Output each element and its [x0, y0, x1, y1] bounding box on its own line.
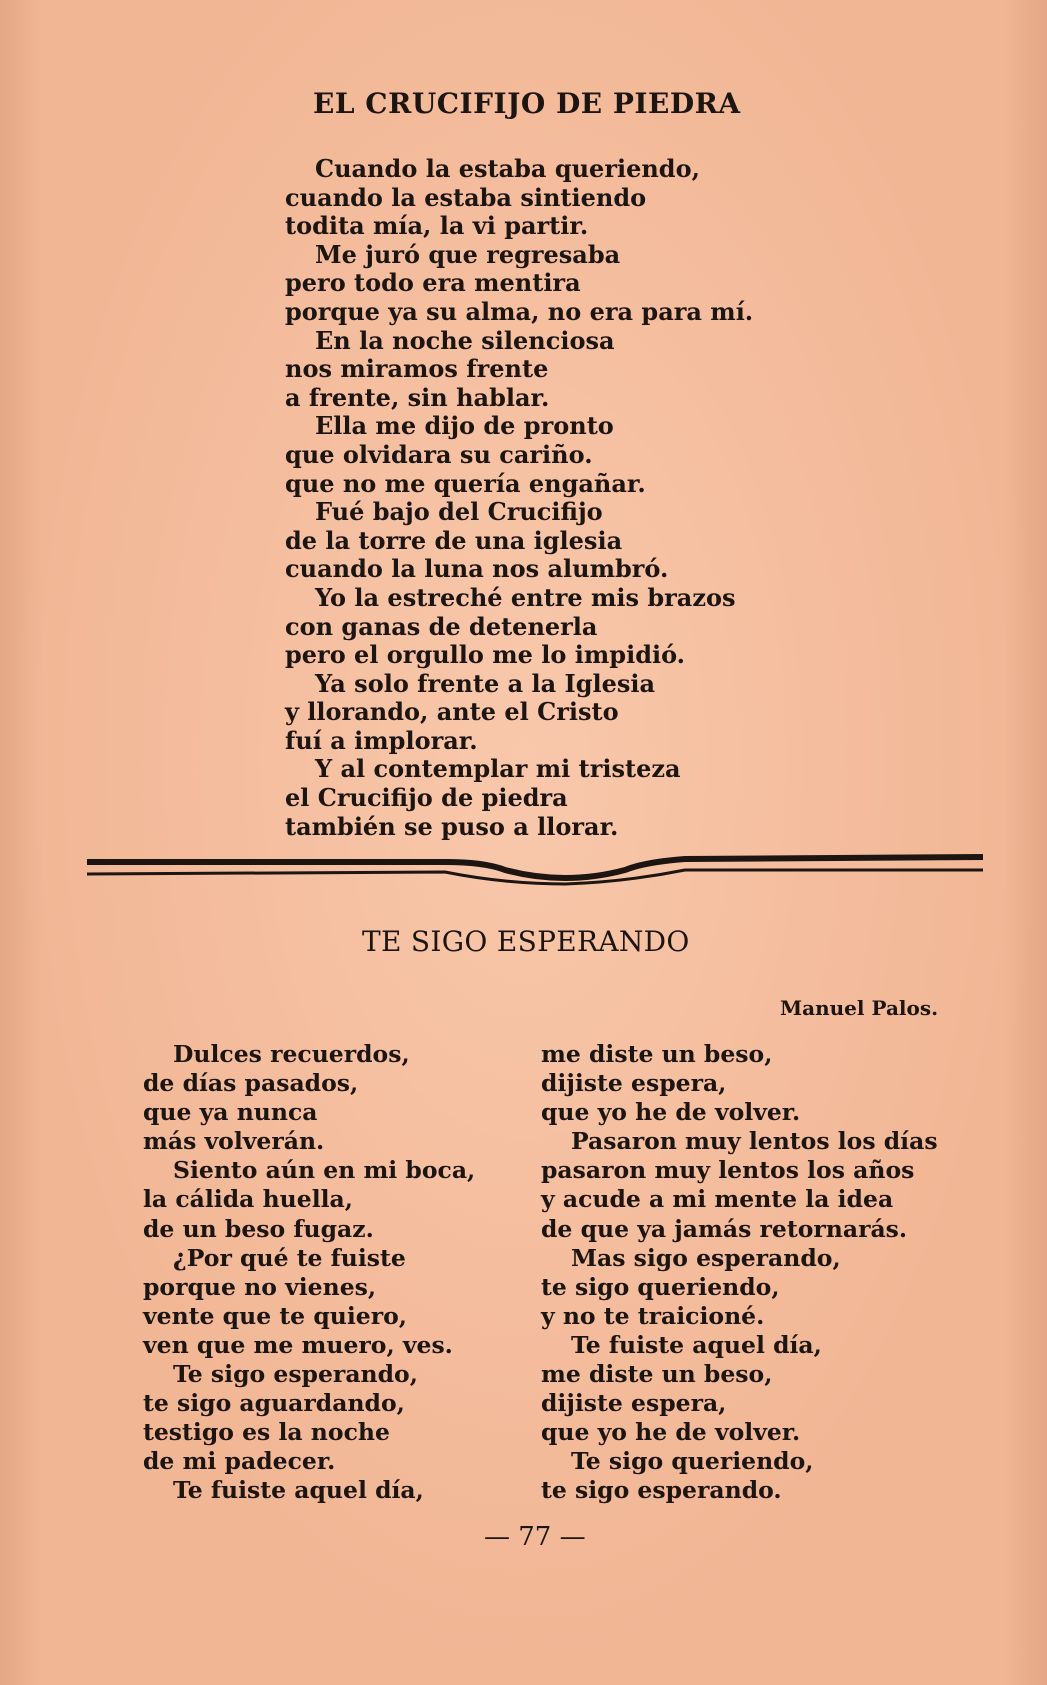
poem-title-crucifijo: EL CRUCIFIJO DE PIEDRA	[313, 87, 741, 120]
poem-line: Te fuiste aquel día,	[571, 1330, 822, 1359]
poem-line: nos miramos frente	[285, 354, 549, 384]
poem-line: Dulces recuerdos,	[173, 1040, 410, 1068]
poem-esperando-column-1	[143, 1040, 475, 1506]
poem-line: con ganas de detenerla	[285, 611, 598, 641]
poem-crucifijo-body	[285, 155, 753, 841]
poem-line: te sigo queriendo,	[541, 1272, 780, 1301]
poem-line: te sigo aguardando,	[143, 1389, 405, 1418]
poem-line: Me juró que regresaba	[315, 239, 621, 269]
poem-line: me diste un beso,	[541, 1360, 773, 1389]
poem-line: y llorando, ante el Cristo	[285, 697, 619, 727]
poem-line: Mas sigo esperando,	[571, 1243, 841, 1272]
poem-line: Ella me dijo de pronto	[315, 411, 614, 441]
poem-line: más volverán.	[143, 1127, 325, 1156]
poem-line: Ya solo frente a la Iglesia	[315, 668, 656, 698]
poem-line: y acude a mi mente la idea	[541, 1185, 894, 1214]
poem-line: cuando la luna nos alumbró.	[285, 554, 669, 584]
poem-line: Cuando la estaba queriendo,	[315, 154, 700, 183]
poem-line: Te sigo queriendo,	[571, 1447, 814, 1476]
poem-line: que yo he de volver.	[541, 1098, 801, 1127]
poem-line: de que ya jamás retornarás.	[541, 1214, 908, 1243]
poem-line: dijiste espera,	[541, 1389, 727, 1418]
poem-line: Y al contemplar mi tristeza	[315, 754, 681, 784]
poem-author: Manuel Palos.	[780, 996, 939, 1020]
poem-line: cuando la estaba sintiendo	[285, 182, 647, 212]
poem-line: Te fuiste aquel día,	[173, 1476, 424, 1505]
poem-line: Siento aún en mi boca,	[173, 1156, 476, 1185]
poem-line: Te sigo esperando,	[173, 1360, 418, 1389]
poem-line: vente que te quiero,	[143, 1301, 407, 1330]
poem-line: de la torre de una iglesia	[285, 525, 623, 555]
poem-line: el Crucifijo de piedra	[285, 783, 568, 813]
poem-line: testigo es la noche	[143, 1418, 390, 1447]
poem-line: y no te traicioné.	[541, 1301, 765, 1330]
poem-line: que yo he de volver.	[541, 1418, 801, 1447]
poem-line: ¿Por qué te fuiste	[173, 1243, 406, 1272]
poem-line: te sigo esperando.	[541, 1476, 782, 1505]
poem-line: pasaron muy lentos los años	[541, 1156, 915, 1185]
poem-line: de mi padecer.	[143, 1447, 336, 1476]
poem-line: Pasaron muy lentos los días	[571, 1127, 938, 1156]
poem-line: a frente, sin hablar.	[285, 382, 550, 412]
poem-line: En la noche silenciosa	[315, 325, 615, 355]
poem-line: pero todo era mentira	[285, 268, 581, 298]
poem-line: ven que me muero, ves.	[143, 1330, 453, 1359]
poem-line: que no me quería engañar.	[285, 468, 646, 498]
poem-line: Yo la estreché entre mis brazos	[315, 582, 736, 612]
poem-line: de un beso fugaz.	[143, 1214, 374, 1243]
poem-line: porque no vienes,	[143, 1272, 377, 1301]
page-number: — 77 —	[484, 1522, 586, 1552]
poem-line: Fué bajo del Crucifijo	[315, 497, 603, 527]
poem-line: fuí a implorar.	[285, 725, 478, 755]
poem-line: de días pasados,	[143, 1069, 359, 1098]
poem-line: dijiste espera,	[541, 1069, 727, 1098]
poem-line: todita mía, la vi partir.	[285, 211, 589, 241]
poem-line: también se puso a llorar.	[285, 811, 619, 841]
poem-line: pero el orgullo me lo impidió.	[285, 640, 686, 670]
poem-title-te-sigo-esperando: TE SIGO ESPERANDO	[362, 925, 690, 958]
poem-line: la cálida huella,	[143, 1185, 353, 1214]
poem-esperando-column-2	[541, 1040, 938, 1506]
ornamental-divider	[85, 850, 985, 900]
poem-line: que ya nunca	[143, 1098, 318, 1127]
poem-line: me diste un beso,	[541, 1040, 773, 1068]
poem-line: porque ya su alma, no era para mí.	[285, 296, 754, 326]
poem-line: que olvidara su cariño.	[285, 439, 593, 469]
